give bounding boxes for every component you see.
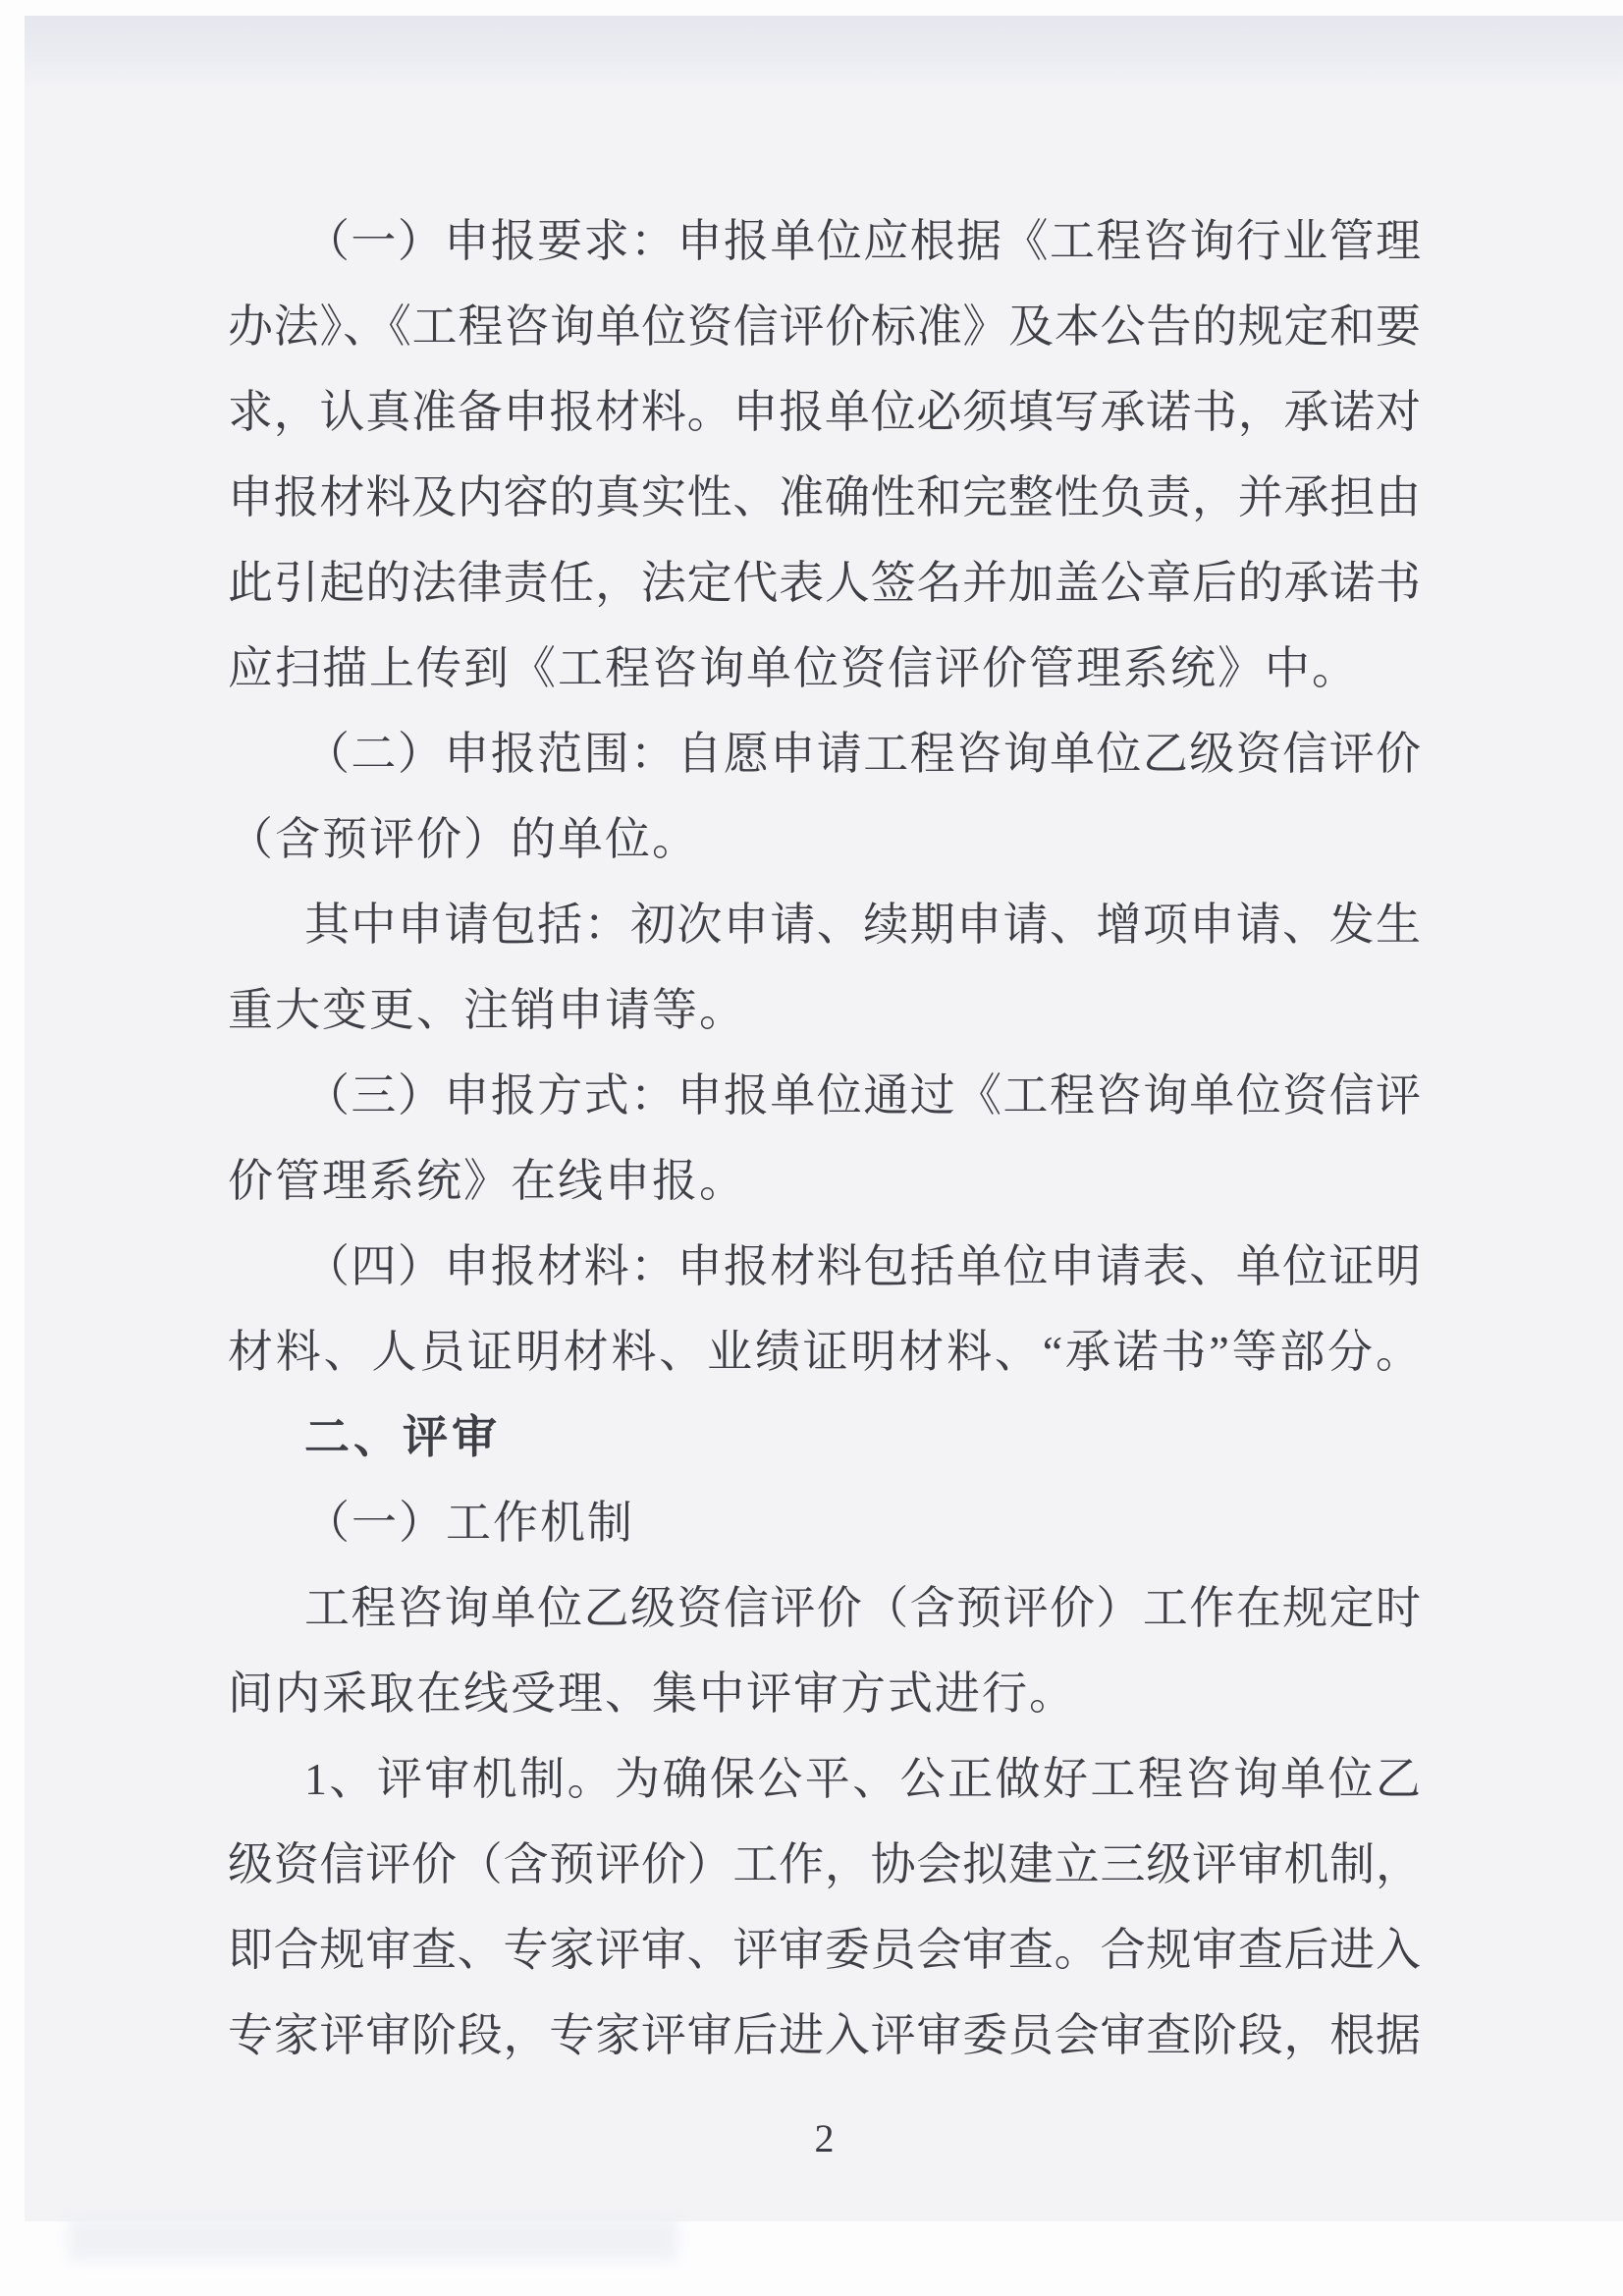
text-line: 间内采取在线受理、集中评审方式进行。 xyxy=(228,1668,1076,1719)
text-line: （三）申报方式：申报单位通过《工程咨询单位资信评 xyxy=(304,1070,1421,1121)
document-body xyxy=(228,198,1421,2078)
text-line: 即合规审查、专家评审、评审委员会审查。合规审查后进入 xyxy=(228,1925,1421,1975)
scan-smudge xyxy=(69,2217,677,2261)
scanner-edge-band xyxy=(25,16,1623,88)
text-line: （四）申报材料：申报材料包括单位申请表、单位证明 xyxy=(304,1241,1421,1291)
sub-heading: （一）工作机制 xyxy=(304,1498,634,1548)
text-line: 专家评审阶段，专家评审后进入评审委员会审查阶段，根据 xyxy=(228,2010,1421,2060)
text-line: （一）申报要求：申报单位应根据《工程咨询行业管理 xyxy=(304,216,1421,266)
text-line: 此引起的法律责任，法定代表人签名并加盖公章后的承诺书 xyxy=(228,558,1421,608)
page-number: 2 xyxy=(814,2116,835,2160)
text-line: （二）申报范围：自愿申请工程咨询单位乙级资信评价 xyxy=(304,729,1421,779)
text-line: 重大变更、注销申请等。 xyxy=(228,985,746,1035)
text-line: 价管理系统》在线申报。 xyxy=(228,1156,746,1206)
text-line: 其中申请包括：初次申请、续期申请、增项申请、发生 xyxy=(304,900,1421,950)
section-heading: 二、评审 xyxy=(304,1412,501,1462)
text-line: 材料、人员证明材料、业绩证明材料、“承诺书”等部分。 xyxy=(228,1327,1421,1377)
text-line: 申报材料及内容的真实性、准确性和完整性负责，并承担由 xyxy=(228,472,1421,522)
text-line: （含预评价）的单位。 xyxy=(228,814,699,864)
text-line: 办法》、《工程咨询单位资信评价标准》及本公告的规定和要 xyxy=(228,301,1421,352)
text-line: 1、评审机制。为确保公平、公正做好工程咨询单位乙 xyxy=(304,1754,1421,1804)
text-line: 求，认真准备申报材料。申报单位必须填写承诺书，承诺对 xyxy=(228,387,1421,437)
text-line: 应扫描上传到《工程咨询单位资信评价管理系统》中。 xyxy=(228,643,1359,693)
text-line: 工程咨询单位乙级资信评价（含预评价）工作在规定时 xyxy=(304,1583,1421,1633)
text-line: 级资信评价（含预评价）工作，协会拟建立三级评审机制， xyxy=(228,1839,1421,1889)
